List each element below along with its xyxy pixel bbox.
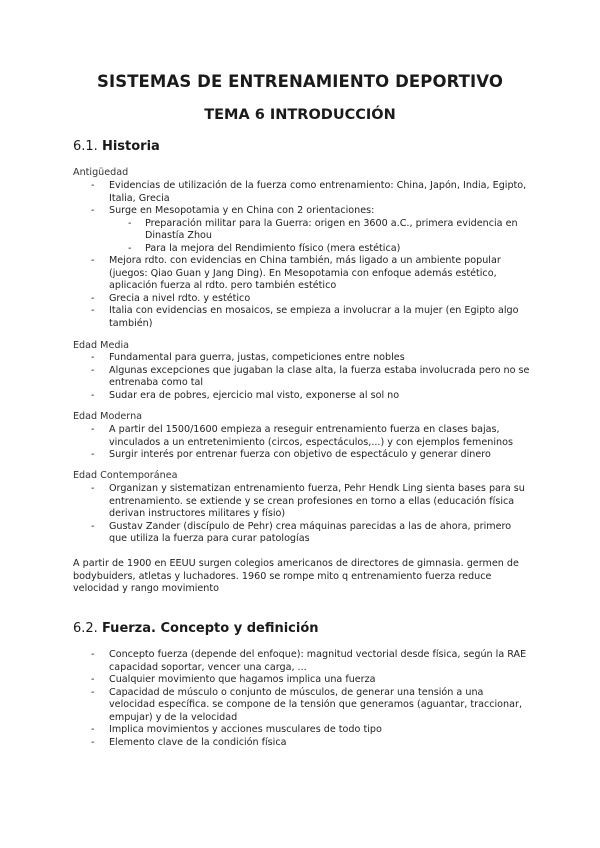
list-item: - Capacidad de músculo o conjunto de músculos, de generar una tensión a una velocidad específica. se compone de la tensión que generamos (aguantar, traccionar, empujar) y de la velocidad [90,687,530,725]
list-item: - Concepto fuerza (depende del enfoque): magnitud vectorial desde física, según la RAE capacidad soportar, vencer una carga, ... [90,649,530,674]
section-heading-fuerza [73,621,319,636]
section-heading-historia [73,139,160,154]
list-contemporanea [90,483,530,546]
list-item-text: Surge en Mesopotamia y en China con 2 orientaciones: [109,205,375,216]
list-item: - Evidencias de utilización de la fuerza como entrenamiento: China, Japón, India, Egipto, Italia, Grecia [90,180,530,205]
list-item: - Grecia a nivel rdto. y estético [90,293,530,306]
era-label-antiguedad: Antigüedad [73,167,129,178]
list-item: - Surgir interés por entrenar fuerza con objetivo de espectáculo y generar dinero [90,449,530,462]
list-antiguedad [90,180,530,330]
sublist-item: - Preparación militar para la Guerra: origen en 3600 a.C., primera evidencia en Dinastía Zhou [127,218,530,243]
list-item: - Elemento clave de la condición física [90,737,530,750]
list-item: - Sudar era de pobres, ejercicio mal visto, exponerse al sol no [90,390,530,403]
section-name: Historia [101,139,160,154]
list-item: - Algunas excepciones que jugaban la clase alta, la fuerza estaba involucrada pero no se entrenaba como tal [90,365,530,390]
document-title: SISTEMAS DE ENTRENAMIENTO DEPORTIVO [97,72,503,91]
list-item: - Fundamental para guerra, justas, competiciones entre nobles [90,352,530,365]
section-number: 6.2. [73,621,98,636]
sublist-item: - Para la mejora del Rendimiento físico (mera estética) [127,243,530,256]
era-label-media: Edad Media [73,340,129,351]
document-subtitle: TEMA 6 INTRODUCCIÓN [204,107,396,123]
era-label-contemporanea: Edad Contemporánea [73,470,178,481]
list-item: - Implica movimientos y acciones musculares de todo tipo [90,724,530,737]
list-fuerza [90,649,530,749]
list-media [90,352,530,402]
list-item: - A partir del 1500/1600 empieza a reseguir entrenamiento fuerza en clases bajas, vinculados a un entretenimiento (circos, espectáculos,...) y con ejemplos femeninos [90,424,530,449]
closing-paragraph: A partir de 1900 en EEUU surgen colegios americanos de directores de gimnasia. germen de bodybuiders, atletas y luchadores. 1960 se rompe mito q entrenamiento fuerza reduce velocidad y rango movimiento [73,558,519,594]
sublist-orientaciones [127,218,530,256]
list-item: - Italia con evidencias en mosaicos, se empieza a involucrar a la mujer (en Egipto algo también) [90,305,530,330]
list-item: - Gustav Zander (discípulo de Pehr) crea máquinas parecidas a las de ahora, primero que utiliza la fuerza para curar patologías [90,521,530,546]
list-item: - Organizan y sistematizan entrenamiento fuerza, Pehr Hendk Ling sienta bases para su entrenamiento. se extiende y se crean profesiones en torno a ellas (educación física derivan instructores militares y físio) [90,483,530,521]
section-name: Fuerza. Concepto y definición [101,621,319,636]
list-item: - Cualquier movimiento que hagamos implica una fuerza [90,674,530,687]
section-number: 6.1. [73,139,98,154]
list-moderna [90,424,530,462]
list-item [90,205,530,255]
era-label-moderna: Edad Moderna [73,411,143,422]
list-item: - Mejora rdto. con evidencias en China también, más ligado a un ambiente popular (juegos: Qiao Guan y Jang Ding). En Mesopotamia con enfoque además estético, aplicación fuerza al rdto. pero también estético [90,255,530,293]
